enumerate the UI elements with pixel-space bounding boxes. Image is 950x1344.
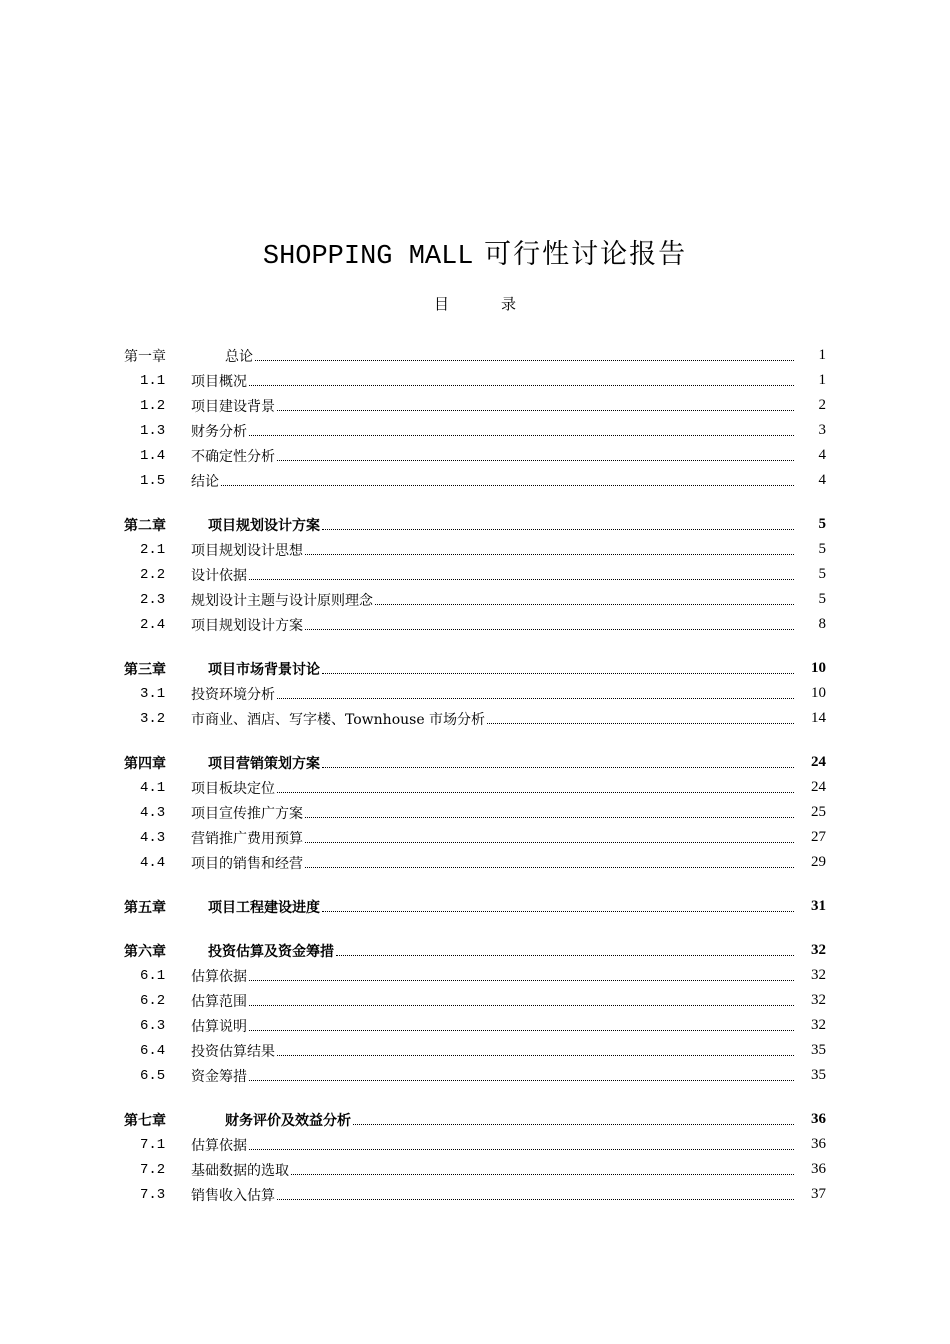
toc-page-number: 5 — [818, 591, 826, 607]
toc-dot-leader — [305, 615, 794, 630]
toc-section-number: 1.3 — [140, 422, 166, 439]
toc-section-entry[interactable] — [124, 1182, 826, 1207]
toc-section-entry[interactable] — [124, 988, 826, 1013]
toc-section-entry[interactable] — [124, 800, 826, 825]
toc-section-title: 项目概况 — [191, 373, 247, 390]
toc-section-title: 项目的销售和经营 — [191, 855, 303, 872]
toc-heading — [0, 293, 950, 314]
toc-section-title: 估算范围 — [191, 993, 247, 1010]
toc-page-number: 5 — [818, 541, 826, 557]
toc-dot-leader — [322, 897, 794, 912]
toc-section-number: 1.5 — [140, 472, 166, 489]
toc-section-number: 1.2 — [140, 397, 166, 414]
document-title — [0, 232, 950, 272]
toc-section-entry[interactable] — [124, 775, 826, 800]
toc-chapter-title: 项目市场背景讨论 — [208, 661, 320, 678]
toc-section-number: 6.5 — [140, 1067, 166, 1084]
toc-page-number: 8 — [818, 616, 826, 632]
toc-chapter-number: 第三章 — [124, 661, 166, 678]
toc-section-entry[interactable] — [124, 1132, 826, 1157]
toc-section-entry[interactable] — [124, 681, 826, 706]
toc-chapter-number: 第六章 — [124, 943, 166, 960]
toc-dot-leader — [249, 421, 794, 436]
toc-chapter-group — [124, 656, 826, 731]
toc-section-title: 基础数据的选取 — [191, 1162, 289, 1179]
toc-section-entry[interactable] — [124, 368, 826, 393]
toc-dot-leader — [249, 1066, 794, 1081]
toc-page-number: 2 — [818, 397, 826, 413]
toc-section-entry[interactable] — [124, 1013, 826, 1038]
toc-section-number: 6.4 — [140, 1042, 166, 1059]
toc-dot-leader — [277, 446, 794, 461]
toc-chapter-group — [124, 343, 826, 493]
toc-section-number: 6.3 — [140, 1017, 166, 1034]
toc-section-title: 销售收入估算 — [191, 1187, 275, 1204]
toc-section-entry[interactable] — [124, 1063, 826, 1088]
toc-section-number: 6.2 — [140, 992, 166, 1009]
toc-dot-leader — [249, 565, 794, 580]
toc-section-entry[interactable] — [124, 537, 826, 562]
toc-section-entry[interactable] — [124, 1038, 826, 1063]
toc-page-number: 3 — [818, 422, 826, 438]
toc-dot-leader — [322, 753, 794, 768]
toc-dot-leader — [255, 346, 794, 361]
toc-page-number: 14 — [811, 710, 826, 726]
toc-section-title: 项目规划设计方案 — [191, 617, 303, 634]
toc-heading-left: 目 — [433, 295, 449, 313]
toc-section-title: 市商业、酒店、写字楼、Townhouse 市场分析 — [191, 711, 486, 728]
toc-chapter-group — [124, 894, 826, 919]
toc-chapter-group — [124, 938, 826, 1088]
toc-dot-leader — [322, 659, 794, 674]
toc-page-number: 5 — [818, 516, 826, 532]
toc-page-number: 32 — [811, 967, 826, 983]
toc-section-entry[interactable] — [124, 963, 826, 988]
toc-chapter-number: 第五章 — [124, 899, 166, 916]
toc-dot-leader — [305, 803, 794, 818]
toc-section-title: 财务分析 — [191, 423, 247, 440]
toc-page-number: 36 — [811, 1161, 826, 1177]
toc-page-number: 29 — [811, 854, 826, 870]
toc-page-number: 31 — [811, 898, 826, 914]
toc-section-title: 项目规划设计思想 — [191, 542, 303, 559]
toc-chapter-title: 项目营销策划方案 — [208, 755, 320, 772]
toc-page-number: 5 — [818, 566, 826, 582]
toc-dot-leader — [305, 540, 794, 555]
toc-section-number: 1.4 — [140, 447, 166, 464]
toc-section-entry[interactable] — [124, 418, 826, 443]
toc-section-number: 3.1 — [140, 685, 166, 702]
toc-section-title: 规划设计主题与设计原则理念 — [191, 592, 373, 609]
toc-chapter-entry[interactable] — [124, 938, 826, 963]
toc-section-number: 1.1 — [140, 372, 166, 389]
toc-section-number: 2.4 — [140, 616, 166, 633]
toc-chapter-group — [124, 1107, 826, 1207]
toc-section-title: 投资估算结果 — [191, 1043, 275, 1060]
toc-section-number: 3.2 — [140, 710, 166, 727]
toc-chapter-entry[interactable] — [124, 512, 826, 537]
toc-chapter-group — [124, 750, 826, 875]
toc-chapter-title: 财务评价及效益分析 — [225, 1112, 351, 1129]
toc-dot-leader — [277, 396, 794, 411]
toc-section-entry[interactable] — [124, 1157, 826, 1182]
toc-page-number: 1 — [818, 347, 826, 363]
toc-page-number: 1 — [818, 372, 826, 388]
toc-dot-leader — [353, 1110, 794, 1125]
toc-dot-leader — [277, 684, 794, 699]
toc-page-number: 32 — [811, 1017, 826, 1033]
toc-page-number: 27 — [811, 829, 826, 845]
toc-section-number: 2.1 — [140, 541, 166, 558]
toc-section-number: 4.3 — [140, 829, 166, 846]
toc-section-title: 营销推广费用预算 — [191, 830, 303, 847]
toc-section-number: 4.4 — [140, 854, 166, 871]
toc-section-entry[interactable] — [124, 850, 826, 875]
toc-page-number: 25 — [811, 804, 826, 820]
toc-section-number: 7.3 — [140, 1186, 166, 1203]
toc-dot-leader — [291, 1160, 794, 1175]
toc-page-number: 36 — [811, 1111, 826, 1127]
toc-dot-leader — [249, 371, 794, 386]
toc-dot-leader — [277, 1041, 794, 1056]
toc-dot-leader — [277, 778, 794, 793]
toc-page-number: 37 — [811, 1186, 826, 1202]
toc-chapter-entry[interactable] — [124, 343, 826, 368]
toc-dot-leader — [249, 1135, 794, 1150]
toc-dot-leader — [249, 966, 794, 981]
toc-chapter-title: 投资估算及资金筹措 — [208, 943, 334, 960]
toc-dot-leader — [305, 828, 794, 843]
toc-page-number: 24 — [811, 754, 826, 770]
toc-page-number: 10 — [811, 660, 826, 676]
toc-chapter-number: 第七章 — [124, 1112, 166, 1129]
toc-dot-leader — [336, 941, 794, 956]
toc-page-number: 10 — [811, 685, 826, 701]
table-of-contents — [124, 343, 826, 1207]
toc-section-entry[interactable] — [124, 562, 826, 587]
toc-page-number: 4 — [818, 472, 826, 488]
toc-section-title: 项目建设背景 — [191, 398, 275, 415]
toc-section-entry[interactable] — [124, 587, 826, 612]
toc-chapter-entry[interactable] — [124, 750, 826, 775]
toc-section-number: 4.1 — [140, 779, 166, 796]
toc-section-title: 设计依据 — [191, 567, 247, 584]
toc-section-title: 项目板块定位 — [191, 780, 275, 797]
toc-chapter-number: 第一章 — [124, 348, 166, 365]
toc-section-entry[interactable] — [124, 393, 826, 418]
toc-section-entry[interactable] — [124, 443, 826, 468]
toc-chapter-number: 第四章 — [124, 755, 166, 772]
toc-page-number: 4 — [818, 447, 826, 463]
toc-dot-leader — [375, 590, 794, 605]
toc-chapter-group — [124, 512, 826, 637]
toc-section-number: 6.1 — [140, 967, 166, 984]
toc-section-number: 7.1 — [140, 1136, 166, 1153]
toc-page-number: 35 — [811, 1042, 826, 1058]
toc-dot-leader — [322, 515, 794, 530]
toc-dot-leader — [487, 709, 794, 724]
toc-chapter-entry[interactable] — [124, 656, 826, 681]
toc-dot-leader — [249, 991, 794, 1006]
toc-page-number: 36 — [811, 1136, 826, 1152]
toc-chapter-number: 第二章 — [124, 517, 166, 534]
toc-chapter-entry[interactable] — [124, 1107, 826, 1132]
toc-section-entry[interactable] — [124, 706, 826, 731]
toc-section-title: 资金筹措 — [191, 1068, 247, 1085]
document-title-cjk: 可行性讨论报告 — [484, 239, 688, 270]
toc-dot-leader — [221, 471, 794, 486]
toc-chapter-entry[interactable] — [124, 894, 826, 919]
toc-dot-leader — [249, 1016, 794, 1031]
toc-page-number: 24 — [811, 779, 826, 795]
toc-page-number: 32 — [811, 942, 826, 958]
toc-section-title: 估算依据 — [191, 968, 247, 985]
toc-section-title: 投资环境分析 — [191, 686, 275, 703]
document-title-latin: SHOPPING MALL — [262, 242, 474, 272]
toc-section-entry[interactable] — [124, 825, 826, 850]
toc-section-number: 4.3 — [140, 804, 166, 821]
toc-page-number: 35 — [811, 1067, 826, 1083]
toc-heading-right: 录 — [501, 295, 517, 313]
toc-dot-leader — [277, 1185, 794, 1200]
toc-section-title: 估算说明 — [191, 1018, 247, 1035]
toc-chapter-title: 项目工程建设进度 — [208, 899, 320, 916]
toc-page-number: 32 — [811, 992, 826, 1008]
toc-section-title: 项目宣传推广方案 — [191, 805, 303, 822]
toc-section-entry[interactable] — [124, 468, 826, 493]
toc-section-title: 估算依据 — [191, 1137, 247, 1154]
toc-section-entry[interactable] — [124, 612, 826, 637]
toc-section-number: 2.2 — [140, 566, 166, 583]
toc-dot-leader — [305, 853, 794, 868]
toc-chapter-title: 总论 — [225, 348, 253, 365]
toc-section-title: 不确定性分析 — [191, 448, 275, 465]
toc-chapter-title: 项目规划设计方案 — [208, 517, 320, 534]
toc-section-number: 2.3 — [140, 591, 166, 608]
toc-section-number: 7.2 — [140, 1161, 166, 1178]
toc-section-title: 结论 — [191, 473, 219, 490]
